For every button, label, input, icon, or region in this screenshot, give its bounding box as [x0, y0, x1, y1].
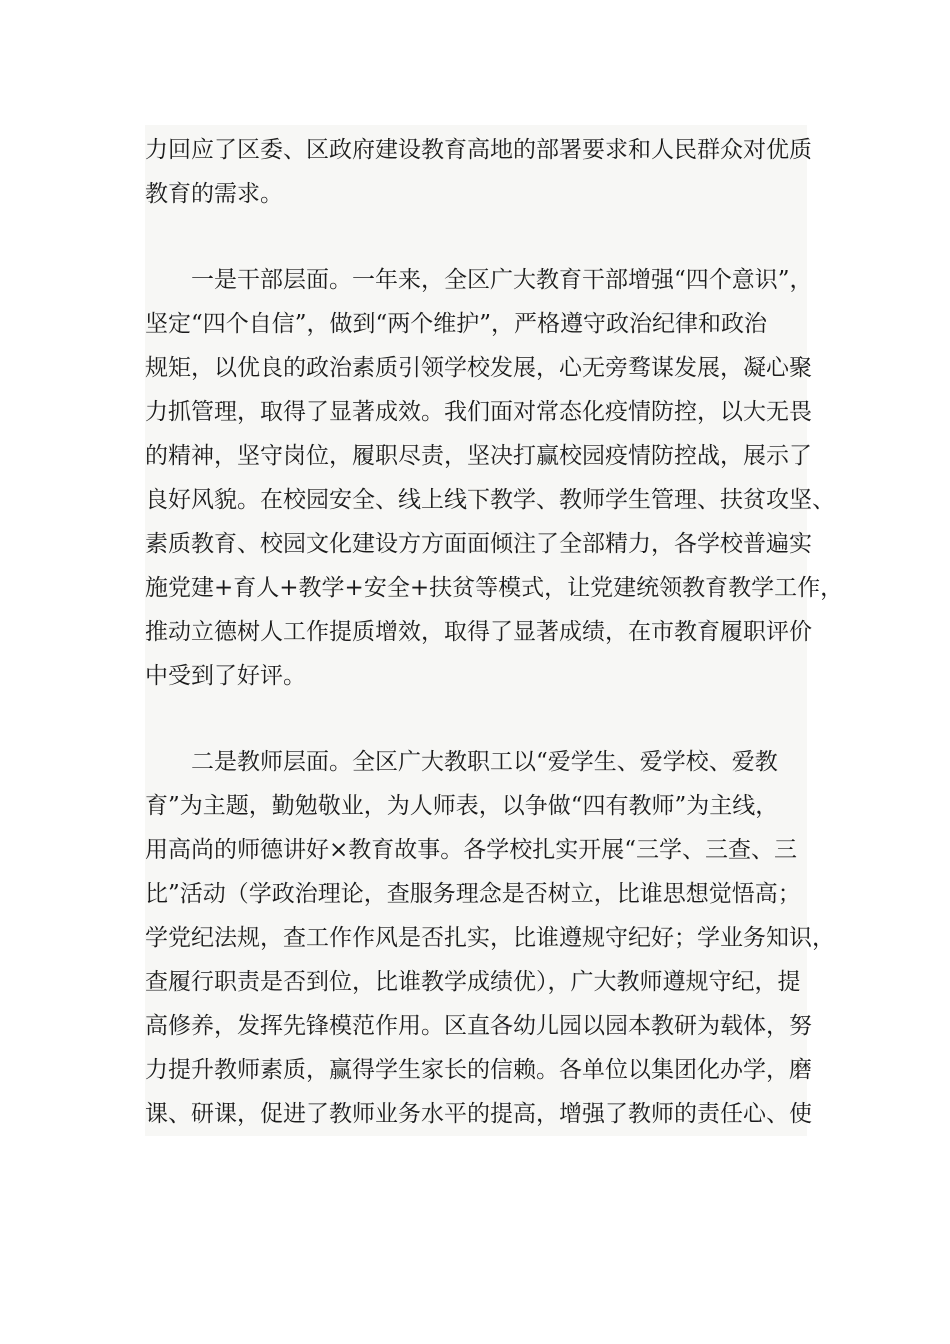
text-line: 用高尚的师德讲好×教育故事。各学校扎实开展“三学、三查、三 — [145, 837, 798, 863]
text-line: 比”活动（学政治理论，查服务理念是否树立，比谁思想觉悟高； — [145, 881, 801, 907]
text-line: 良好风貌。在校园安全、线上线下教学、教师学生管理、扶贫攻坚、 — [145, 487, 835, 513]
text-line: 育”为主题，勤勉敬业，为人师表，以争做“四有教师”为主线， — [145, 793, 779, 819]
paragraph-spacer — [145, 698, 807, 740]
paragraph-teacher-level — [145, 740, 835, 1136]
text-line: 二是教师层面。全区广大教职工以“爱学生、爱学校、爱教 — [191, 749, 778, 775]
paragraph-spacer — [145, 216, 807, 258]
text-line: 的精神，坚守岗位，履职尽责，坚决打赢校园疫情防控战，展示了 — [145, 443, 812, 469]
text-line: 推动立德树人工作提质增效，取得了显著成绩，在市教育履职评价 — [145, 619, 812, 645]
text-line: 课、研课，促进了教师业务水平的提高，增强了教师的责任心、使 — [145, 1101, 812, 1127]
text-line: 查履行职责是否到位，比谁教学成绩优），广大教师遵规守纪，提 — [145, 969, 801, 995]
document-body — [145, 125, 844, 1136]
text-line: 素质教育、校园文化建设方方面面倾注了全部精力，各学校普遍实 — [145, 531, 812, 557]
text-line: 力抓管理，取得了显著成效。我们面对常态化疫情防控，以大无畏 — [145, 399, 812, 425]
text-line: 一是干部层面。一年来，全区广大教育干部增强“四个意识”， — [191, 267, 813, 293]
text-line: 坚定“四个自信”，做到“两个维护”，严格遵守政治纪律和政治 — [145, 311, 768, 337]
text-line: 施党建+育人+教学+安全+扶贫等模式，让党建统领教育教学工作， — [145, 575, 844, 601]
text-line: 中受到了好评。 — [145, 663, 306, 689]
text-line: 规矩，以优良的政治素质引领学校发展，心无旁骛谋发展，凝心聚 — [145, 355, 812, 381]
text-line: 力回应了区委、区政府建设教育高地的部署要求和人民群众对优质 — [145, 137, 812, 163]
text-line: 高修养，发挥先锋模范作用。区直各幼儿园以园本教研为载体，努 — [145, 1013, 812, 1039]
text-line: 学党纪法规，查工作作风是否扎实，比谁遵规守纪好；学业务知识， — [145, 925, 835, 951]
paragraph-cadre-level — [145, 258, 844, 698]
text-line: 力提升教师素质，赢得学生家长的信赖。各单位以集团化办学，磨 — [145, 1057, 812, 1083]
paragraph-intro-continuation — [145, 128, 812, 216]
text-line: 教育的需求。 — [145, 181, 283, 207]
